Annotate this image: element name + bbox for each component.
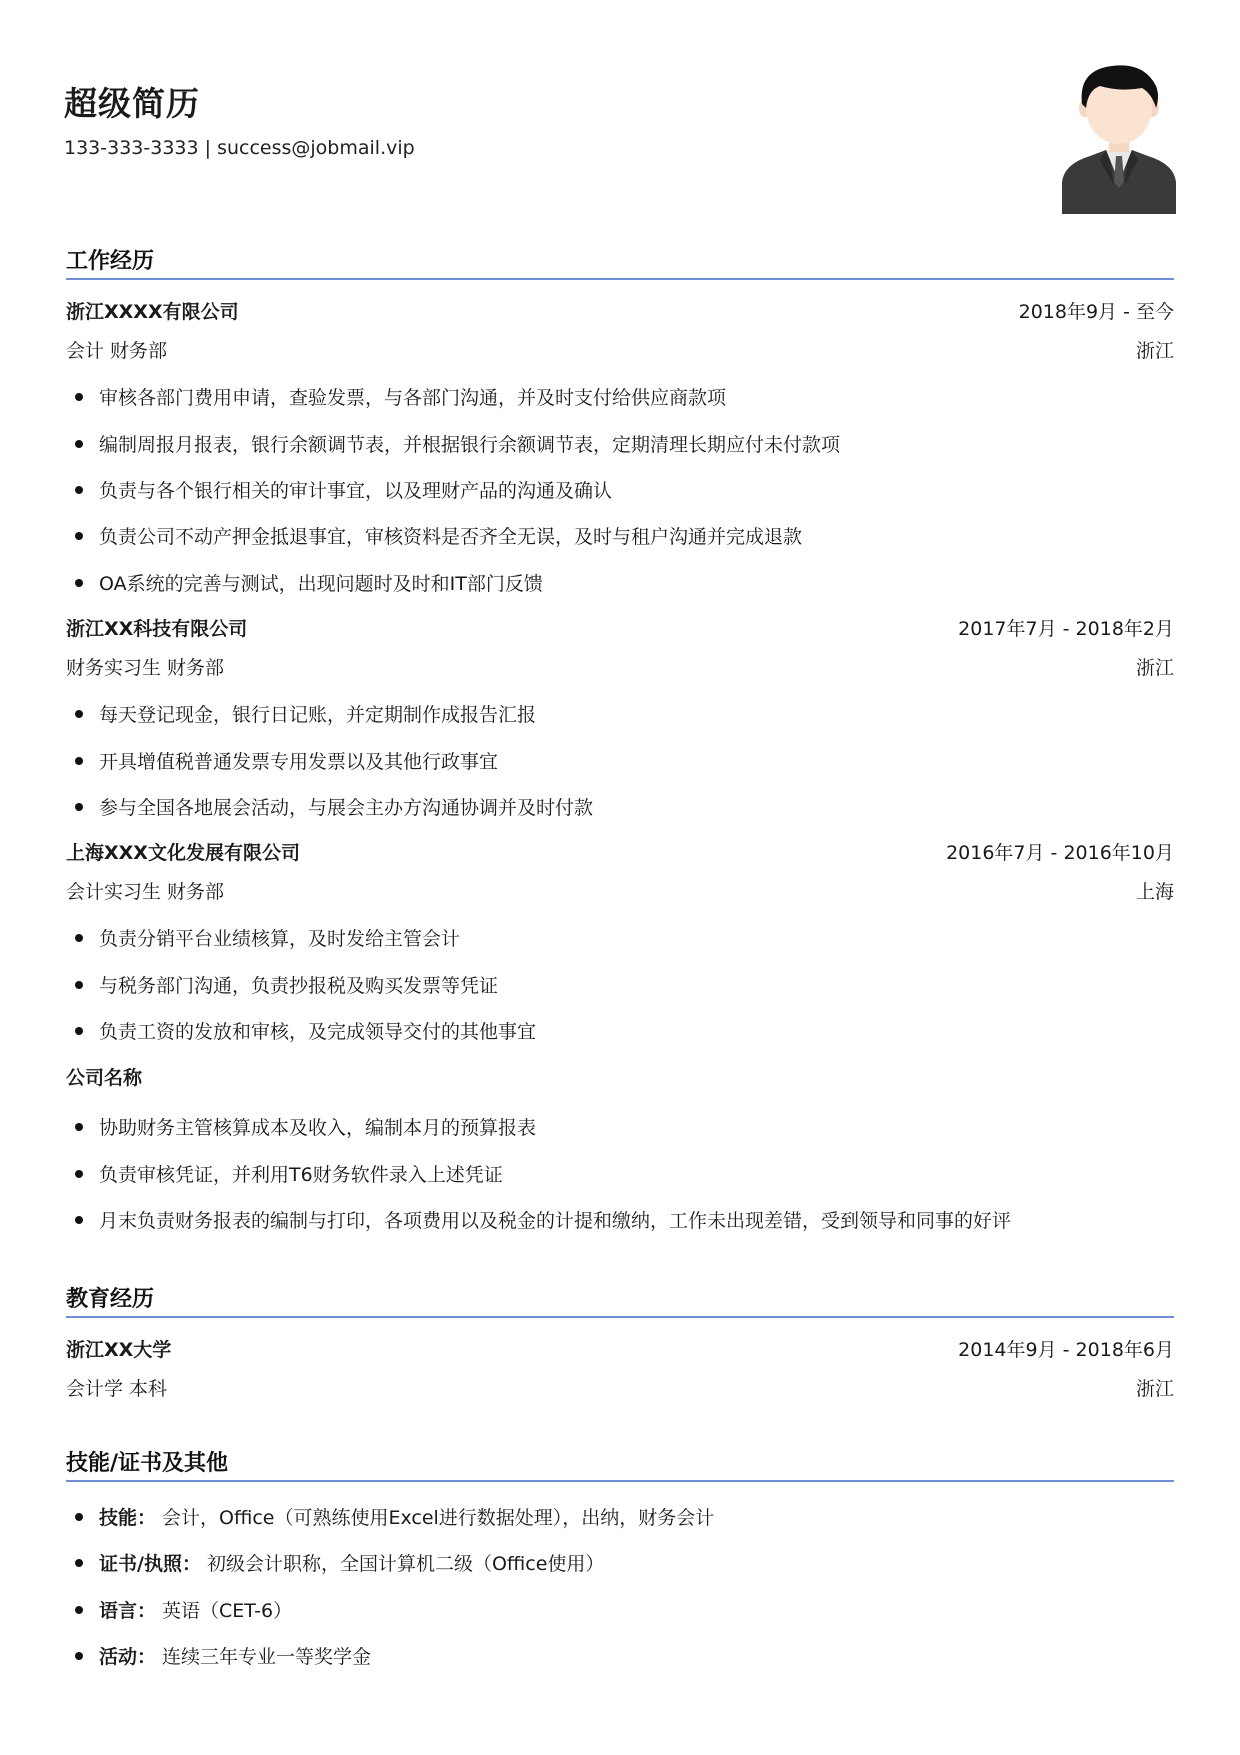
- education-date: 2014年9月 - 2018年6月: [958, 1339, 1174, 1361]
- contact-info: 133-333-3333 | success@jobmail.vip: [64, 137, 415, 159]
- job-date: 2016年7月 - 2016年10月: [946, 842, 1174, 864]
- education-degree: 会计学 本科: [66, 1378, 168, 1400]
- job-role: 会计实习生 财务部: [66, 881, 225, 903]
- job-date: 2017年7月 - 2018年2月: [958, 618, 1174, 640]
- job-date: 2018年9月 - 至今: [1018, 301, 1174, 323]
- job-header: [66, 297, 1174, 327]
- section-divider: [66, 278, 1174, 280]
- job-header: [66, 1063, 1174, 1093]
- education-header: [66, 1335, 1174, 1365]
- section-divider: [66, 1316, 1174, 1318]
- education-subheader: [66, 1374, 1174, 1404]
- section-title-work: 工作经历: [66, 249, 155, 274]
- section-divider: [66, 1480, 1174, 1482]
- school-name: 浙江XX大学: [66, 1339, 172, 1361]
- education-location: 浙江: [1135, 1378, 1174, 1400]
- company-name: 浙江XX科技有限公司: [66, 618, 248, 640]
- job-role: 会计 财务部: [66, 340, 168, 362]
- section-title-skills: 技能/证书及其他: [66, 1451, 229, 1476]
- job-subheader: [66, 877, 1174, 907]
- job-header: [66, 614, 1174, 644]
- job-role: 财务实习生 财务部: [66, 657, 225, 679]
- company-name: 上海XXX文化发展有限公司: [66, 842, 300, 864]
- job-subheader: [66, 336, 1174, 366]
- section-title-education: 教育经历: [66, 1287, 155, 1312]
- job-location: 上海: [1135, 881, 1174, 903]
- company-name: 公司名称: [66, 1067, 143, 1089]
- resume-page: 超级简历 133-333-3333 | success@jobmail.vip 工作经历 浙江XXXX有限公司 2018年9月 - 至今 会计 财务部 浙江 审核各部门费用申请，查验发票，与各部门沟通，并及时支付给供应商款项 编制周报月报表，银行余额调节表，并根据银行余额调节表，定期清理长期应付未付款项 负责与各个银行相关的审计事宜，以及理财产品的沟通及确认 负责公司不动产押金抵退事宜，审核资料是否齐全无误，及时与租户沟通并完成退款 OA系统的完善与测试，出现问题时及时和IT部门反馈 浙江XX科技有限公司 2017年7月 - 2018年2月 财务实习生 财务部 浙江 每天登记现金，银行日记账，并定期制作成报告汇报 开具增值税普通发票专用发票以及其他行政事宜 参与全国各地展会活动，与展会主办方沟通协调并及时付款 上海XXX文化发展有限公司 2016年7月 - 2016年10月 会计实习生 财务部 上海 负责分销平台业绩核算，及时发给主管会计 与税务部门沟通，负责抄报税及购买发票等凭证 负责工资的发放和审核，及完成领导交付的其他事宜 公司名称 协助财务主管核算成本及收入，编制本月的预算报表 负责审核凭证，并利用T6财务软件录入上述凭证 月末负责财务报表的编制与打印，各项费用以及税金的计提和缴纳，工作未出现差错，受到领导和同事的好评 教育经历 浙江XX大学 2014年9月 - 2018年6月 会计学 本科 浙江 技能/证书及其他 技能： 会计，Office（可熟练使用Excel进行数据处理），出纳，财务会计 证书/执照： 初级会计职称，全国计算机二级（Office使用） 语言： 英语（CET-6） 活动： 连续三年专业一等奖学金: [0, 0, 1240, 1755]
- job-header: [66, 838, 1174, 868]
- company-name: 浙江XXXX有限公司: [66, 301, 239, 323]
- avatar-icon: [1060, 64, 1178, 214]
- job-location: 浙江: [1135, 657, 1174, 679]
- candidate-name: 超级简历: [64, 84, 200, 123]
- job-subheader: [66, 653, 1174, 683]
- job-location: 浙江: [1135, 340, 1174, 362]
